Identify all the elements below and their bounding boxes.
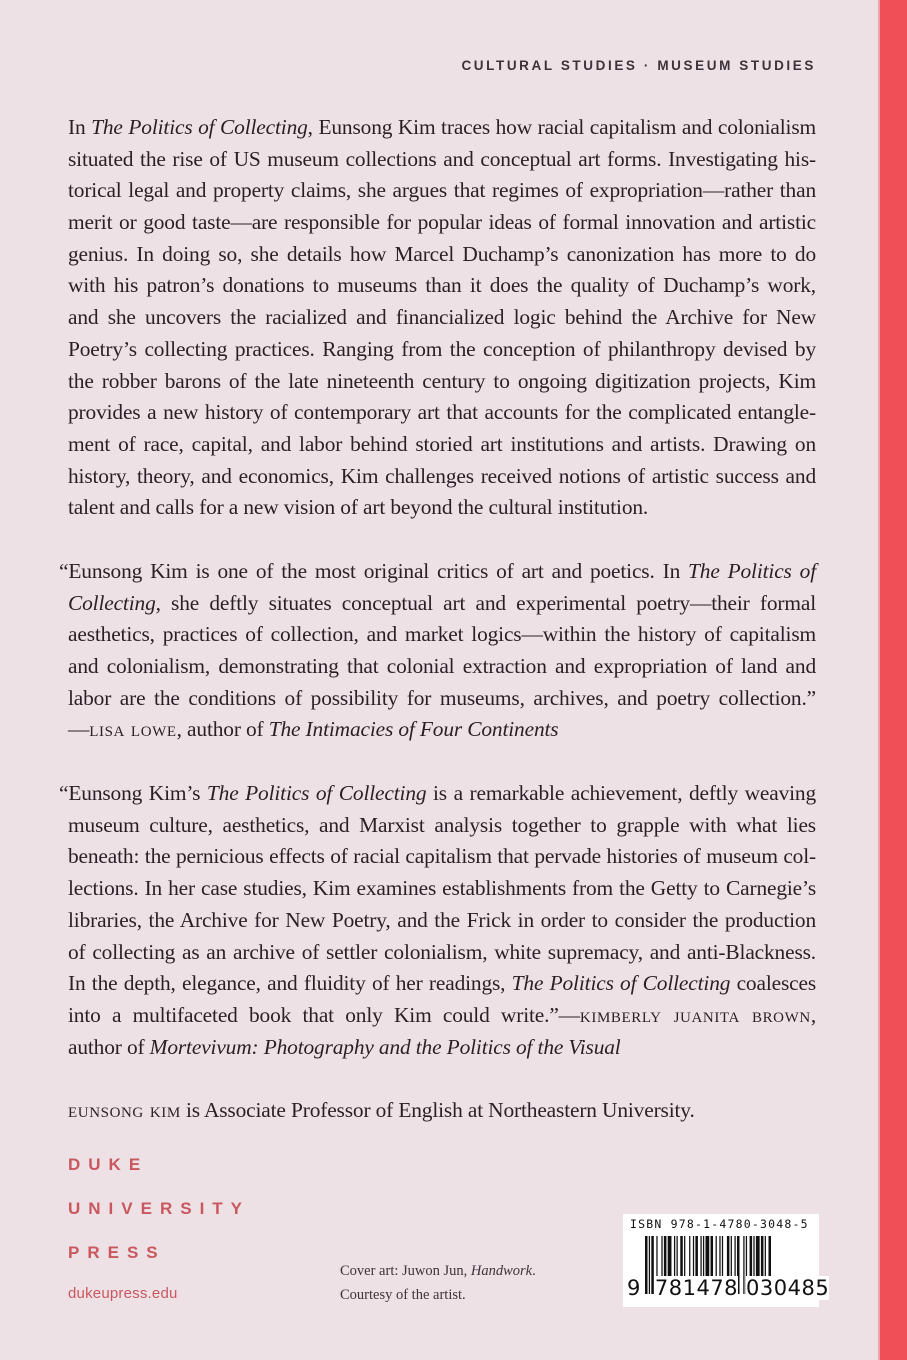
text-run: with his patron’s donations to museums than it does the quality of Duchamp’s work, — [68, 273, 816, 298]
text-line — [68, 1032, 816, 1064]
text-line — [68, 1095, 816, 1127]
cover-credit-prefix: Cover art: Juwon Jun, — [340, 1263, 471, 1279]
publisher-url: dukeupress.edu — [68, 1285, 178, 1302]
text-line — [68, 619, 816, 651]
italic-title: Collecting — [68, 590, 156, 615]
text-line — [68, 334, 816, 366]
back-cover-text-column — [59, 112, 817, 1127]
text-line — [68, 937, 816, 969]
italic-title: The Politics of Collecting — [91, 115, 308, 139]
text-run: torical legal and property claims, she argues that regimes of expropriation—rather than — [68, 178, 816, 203]
text-run: author of — [68, 1034, 150, 1059]
text-run: coalesces — [730, 971, 816, 996]
text-run: merit or good taste—are responsible for popular ideas of formal innovation and artistic — [68, 210, 816, 235]
hanging-quote-mark: “ — [59, 558, 69, 583]
italic-title: The Politics of Collecting — [206, 781, 427, 806]
text-run: and she uncovers the racialized and financialized logic behind the Archive for New — [68, 305, 816, 330]
text-line — [68, 714, 816, 746]
text-line — [68, 302, 816, 334]
text-run: of collecting as an archive of settler colonialism, white supremacy, and anti-Blackness. — [68, 939, 816, 964]
text-line — [68, 1000, 816, 1032]
text-line — [68, 112, 816, 144]
ean-group-1: 781478 — [654, 1276, 739, 1300]
isbn-barcode — [623, 1214, 830, 1307]
text-line — [68, 429, 816, 461]
text-line — [68, 144, 816, 176]
text-run: history, theory, and economics, Kim challenges received notions of artistic success and — [68, 463, 816, 488]
text-line — [68, 810, 816, 842]
text-run: genius. In doing so, she details how Marcel Duchamp’s canonization has more to do — [68, 241, 816, 266]
text-run: is Associate Professor of English at Northeastern University. — [180, 1098, 695, 1123]
hanging-quote-mark: “ — [59, 781, 69, 806]
text-line — [68, 651, 816, 683]
text-run: beneath: the pernicious effects of racial capitalism that pervade histories of museum col- — [68, 844, 816, 869]
text-line — [68, 270, 816, 302]
text-run: , Eunsong Kim traces how racial capitalism and colonialism — [307, 115, 817, 139]
ean-digits — [627, 1276, 829, 1300]
text-run: , author of — [176, 717, 269, 742]
text-run: the robber barons of the late nineteenth century to ongoing digitization projects, Kim — [68, 368, 816, 393]
text-run: In the depth, elegance, and fluidity of her readings, — [68, 971, 512, 996]
cover-credit-suffix: . — [532, 1263, 536, 1279]
italic-title: Mortevivum: Photography and the Politics of the Visual — [149, 1034, 621, 1059]
author-bio — [68, 1095, 816, 1127]
text-line — [68, 207, 816, 239]
blurb-kimberly-juanita-brown — [59, 778, 817, 1063]
text-run: situated the rise of US museum collections and conceptual art forms. Investigating his- — [68, 146, 816, 171]
text-line — [68, 397, 816, 429]
text-line — [59, 556, 816, 588]
book-description — [68, 112, 816, 524]
italic-title: The Intimacies of Four Continents — [268, 717, 559, 742]
text-run: aesthetics, practices of collection, and market logics—within the history of capitalism — [68, 622, 816, 647]
text-line — [68, 366, 816, 398]
text-run: talent and calls for a new vision of art beyond the cultural institution. — [68, 495, 649, 520]
paragraph-spacer — [68, 524, 816, 556]
text-run: Eunsong Kim’s — [68, 781, 207, 806]
ean-first-digit: 9 — [627, 1276, 641, 1300]
small-caps-name: eunsong kim — [68, 1098, 181, 1123]
text-line — [68, 492, 816, 524]
text-line — [68, 683, 816, 715]
text-run: , — [810, 1002, 817, 1027]
text-run: lections. In her case studies, Kim examines establishments from the Getty to Carnegie’s — [68, 876, 816, 901]
publisher-name-university: UNIVERSITY — [68, 1199, 251, 1218]
publisher-name-press: PRESS — [68, 1243, 166, 1262]
text-run: Poetry’s collecting practices. Ranging from the conception of philanthropy devised by — [68, 336, 816, 361]
text-line — [68, 175, 816, 207]
text-run: Eunsong Kim is one of the most original critics of art and poetics. In — [68, 558, 689, 583]
subject-category-label: CULTURAL STUDIES · MUSEUM STUDIES — [461, 58, 816, 73]
blurb-lisa-lowe — [59, 556, 816, 746]
text-line — [68, 239, 816, 271]
text-run: museum culture, aesthetics, and Marxist analysis together to grapple with what lies — [68, 812, 816, 837]
paragraph-spacer — [68, 1063, 816, 1095]
text-line — [68, 968, 816, 1000]
text-run: — — [68, 717, 90, 742]
text-line — [68, 841, 816, 873]
text-line — [68, 873, 816, 905]
cover-art-credit — [340, 1259, 536, 1307]
text-run: into a multifaceted book that only Kim could write.”— — [68, 1002, 580, 1027]
text-run: ment of race, capital, and labor behind storied art institutions and artists. Drawing on — [68, 431, 816, 456]
italic-title: The Politics of — [688, 558, 816, 583]
ean-group-2: 030485 — [746, 1276, 830, 1300]
small-caps-name: kimberly juanita brown — [579, 1002, 811, 1027]
text-line — [68, 905, 816, 937]
cover-credit-line-2: Courtesy of the artist. — [340, 1287, 466, 1303]
cover-art-title: Handwork — [470, 1263, 533, 1279]
paragraph-spacer — [68, 746, 816, 778]
text-run: and colonialism, demonstrating that colonial extraction and expropriation of land and — [68, 654, 816, 678]
isbn-label: ISBN 978-1-4780-3048-5 — [630, 1217, 809, 1231]
cover-credit-line-1 — [340, 1259, 536, 1283]
italic-title: The Politics of Collecting — [511, 971, 731, 996]
text-line — [68, 461, 816, 493]
text-run: provides a new history of contemporary art that accounts for the complicated entangle- — [68, 400, 816, 425]
text-run: is a remarkable achievement, deftly weaving — [426, 781, 816, 806]
spine-color-stripe — [880, 0, 907, 1360]
text-run: In — [68, 115, 92, 139]
publisher-name-duke: DUKE — [68, 1155, 149, 1174]
text-line — [59, 778, 816, 810]
text-run: labor are the conditions of possibility for museums, archives, and poetry collection.” — [68, 685, 816, 710]
text-run: , she deftly situates conceptual art and experimental poetry—their formal — [155, 590, 816, 615]
text-run: libraries, the Archive for New Poetry, and the Frick in order to consider the production — [68, 907, 816, 932]
publisher-logo — [68, 1153, 250, 1302]
text-line — [68, 588, 816, 620]
small-caps-name: lisa lowe — [89, 717, 177, 742]
